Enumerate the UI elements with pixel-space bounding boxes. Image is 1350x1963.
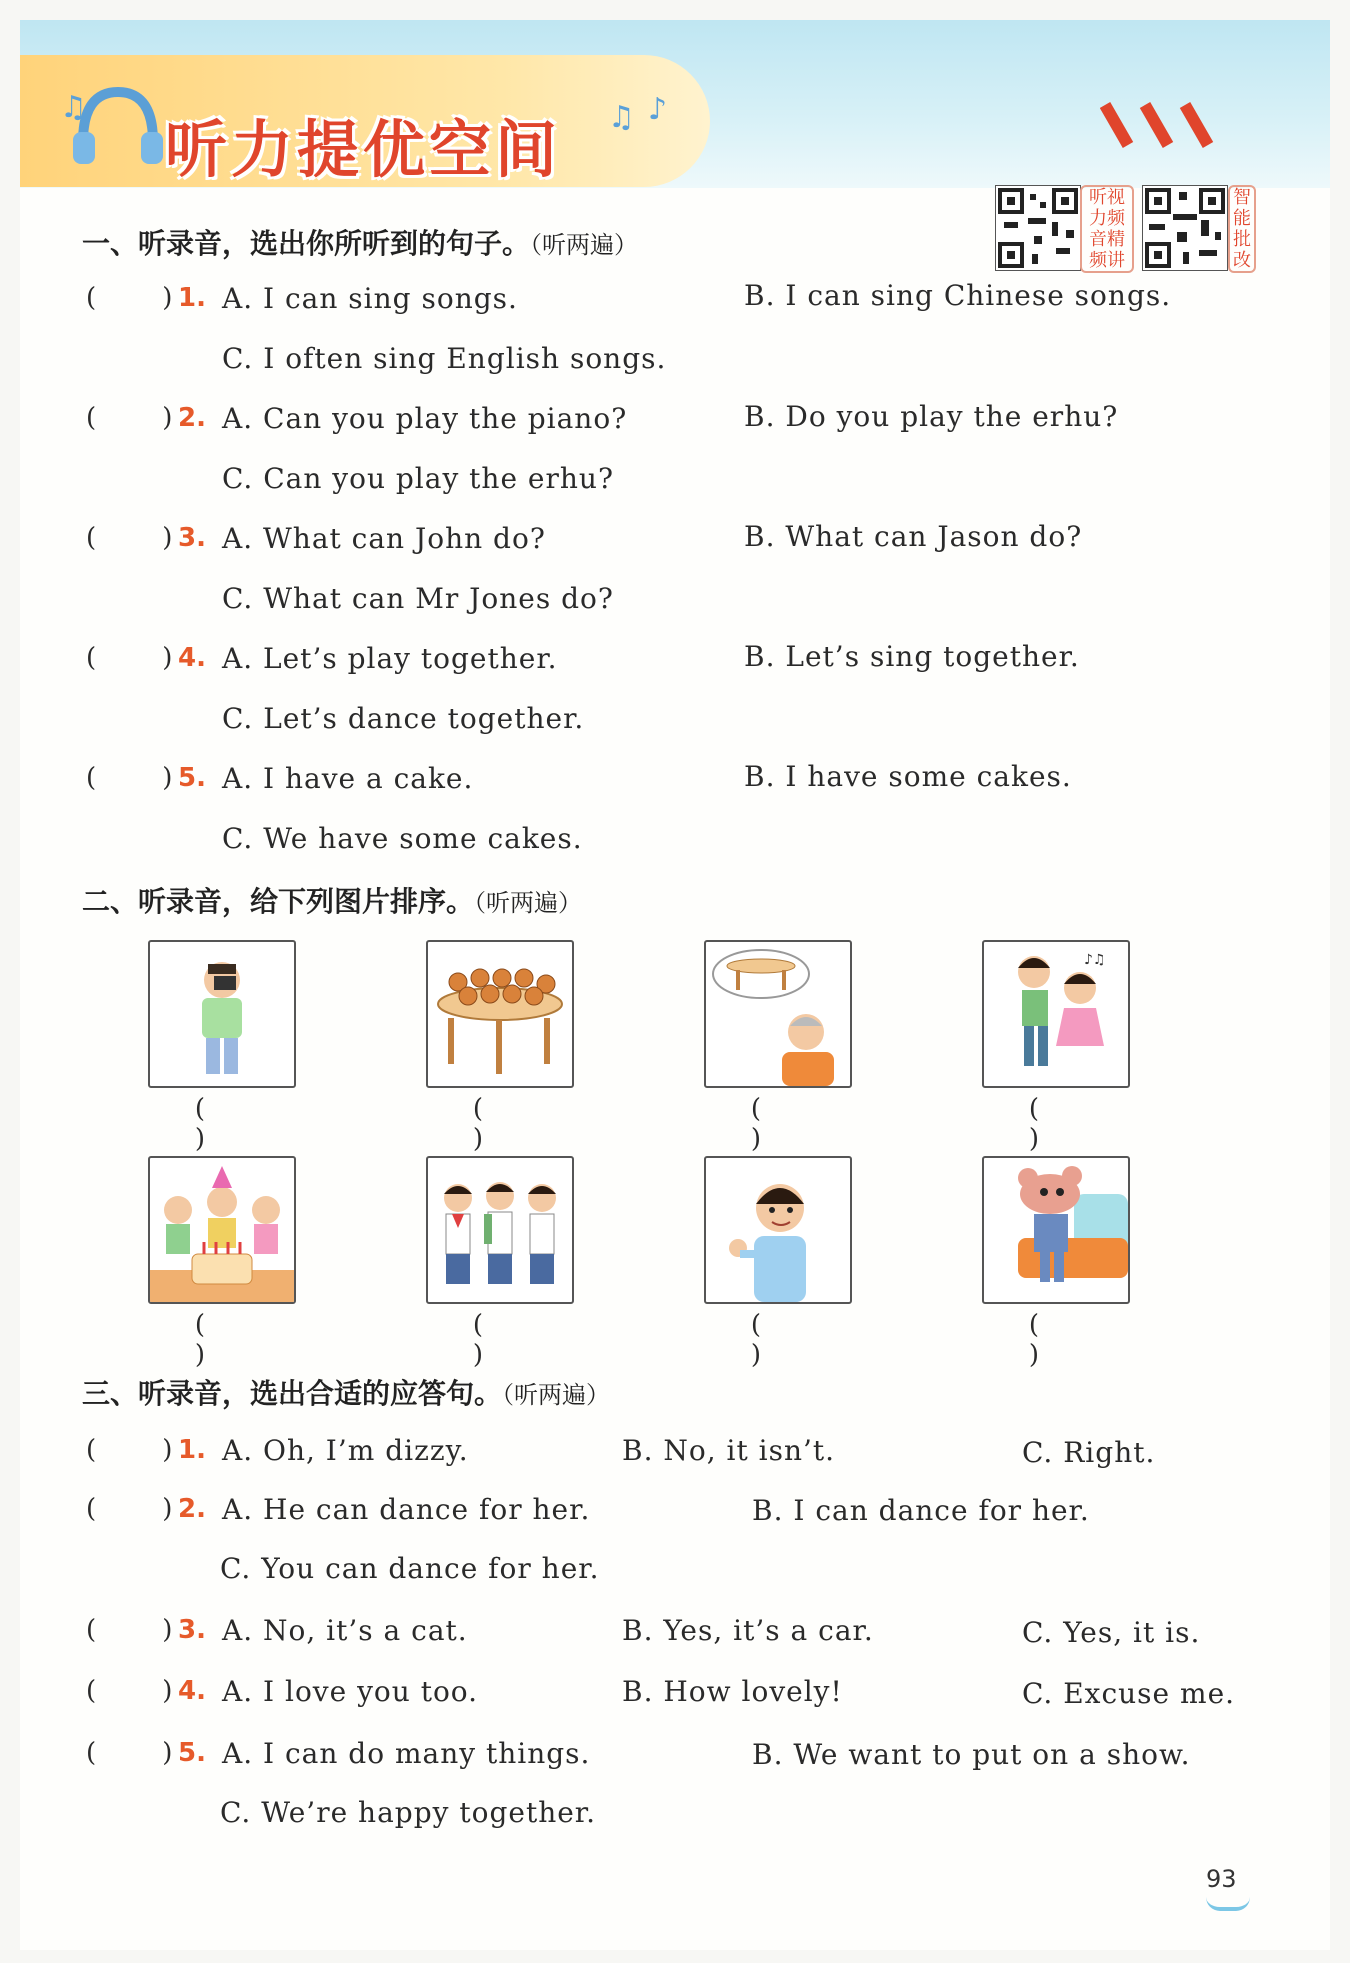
answer-blank[interactable]: ( ) [86,1738,173,1768]
option-a: A. Let’s play together. [222,642,558,675]
picture-answer-blank[interactable]: ( ) [1028,1310,1080,1370]
question-number: 4. [178,643,206,673]
section-2-title-text: 二、听录音，给下列图片排序。 [82,885,475,918]
section-1-note: （听两遍） [530,231,639,259]
option-a: A. I love you too. [222,1675,479,1708]
option-a: A. No, it’s a cat. [222,1614,468,1647]
answer-blank[interactable]: ( ) [86,1615,173,1645]
answer-blank[interactable]: ( ) [86,763,173,793]
question-number: 3. [178,523,206,553]
option-b: B. I can dance for her. [752,1494,1090,1527]
option-c: C. You can dance for her. [220,1552,600,1585]
option-b: B. Let’s sing together. [744,640,1080,673]
option-c: C. I often sing English songs. [222,342,667,375]
section-2-note: （听两遍） [474,889,583,917]
page-number: 93 [1206,1865,1237,1893]
cakes-on-table-picture [426,940,574,1088]
page-title: 听力提优空间 [165,113,562,186]
mouse-on-sofa-picture [982,1156,1130,1304]
students-picture [426,1156,574,1304]
option-b: B. We want to put on a show. [752,1738,1191,1771]
picture-answer-blank[interactable]: ( ) [194,1094,246,1154]
option-a: A. I have a cake. [222,762,474,795]
answer-blank[interactable]: ( ) [86,1435,173,1465]
option-c: C. What can Mr Jones do? [222,582,614,615]
picture-answer-blank[interactable]: ( ) [472,1310,524,1370]
option-b: B. What can Jason do? [744,520,1083,553]
music-note-icon: ♪ [648,92,668,127]
picture-answer-blank[interactable]: ( ) [472,1094,524,1154]
option-a: A. He can dance for her. [222,1493,591,1526]
question-number: 1. [178,283,206,313]
answer-blank[interactable]: ( ) [86,1494,173,1524]
qr-video-label: 听视力频音精频讲 [1080,185,1134,273]
option-a: A. Oh, I’m dizzy. [222,1434,469,1467]
decorative-slashes-icon [1100,100,1230,154]
option-c: C. Let’s dance together. [222,702,585,735]
section-1-title-text: 一、听录音，选出你所听到的句子。 [82,227,531,260]
option-a: A. What can John do? [222,522,546,555]
qr-code-grading-icon[interactable] [1142,185,1228,271]
answer-blank[interactable]: ( ) [86,643,173,673]
question-number: 5. [178,763,206,793]
option-a: A. I can sing songs. [222,282,518,315]
option-b: B. I can sing Chinese songs. [744,279,1172,312]
option-a: A. I can do many things. [222,1737,591,1770]
option-b: B. Do you play the erhu? [744,400,1119,433]
section-3-title-text: 三、听录音，选出合适的应答句。 [82,1377,503,1410]
answer-blank[interactable]: ( ) [86,403,173,433]
question-number: 2. [178,1494,206,1524]
music-note-icon: ♫ [60,90,87,125]
qr-grading-label: 智能批改 [1228,185,1256,273]
picture-answer-blank[interactable]: ( ) [1028,1094,1080,1154]
question-number: 2. [178,403,206,433]
section-3-title [82,1372,610,1412]
answer-blank[interactable]: ( ) [86,1676,173,1706]
grandpa-thinking-table-picture [704,940,852,1088]
answer-blank[interactable]: ( ) [86,523,173,553]
question-number: 5. [178,1738,206,1768]
music-note-icon: ♫ [608,100,635,135]
answer-blank[interactable]: ( ) [86,283,173,313]
option-c: C. Can you play the erhu? [222,462,614,495]
option-c: C. Excuse me. [1022,1677,1236,1710]
qr-code-video-icon[interactable] [995,185,1081,271]
question-number: 1. [178,1435,206,1465]
section-2-title [82,880,582,920]
section-1-title [82,222,638,262]
option-a: A. Can you play the piano? [222,402,628,435]
option-c: C. We have some cakes. [222,822,583,855]
camera-boy-picture [148,940,296,1088]
option-b: B. I have some cakes. [744,760,1072,793]
option-b: B. Yes, it’s a car. [622,1614,874,1647]
question-number: 3. [178,1615,206,1645]
option-c: C. Right. [1022,1436,1156,1469]
girls-singing-picture [982,940,1130,1088]
picture-answer-blank[interactable]: ( ) [750,1310,802,1370]
birthday-cake-picture [148,1156,296,1304]
boy-waving-picture [704,1156,852,1304]
option-c: C. Yes, it is. [1022,1616,1201,1649]
option-b: B. How lovely! [622,1675,843,1708]
picture-answer-blank[interactable]: ( ) [194,1310,246,1370]
question-number: 4. [178,1676,206,1706]
picture-answer-blank[interactable]: ( ) [750,1094,802,1154]
section-3-note: （听两遍） [502,1381,611,1409]
option-c: C. We’re happy together. [220,1796,597,1829]
svg-text:♪♫: ♪♫ [1084,952,1106,968]
option-b: B. No, it isn’t. [622,1434,836,1467]
